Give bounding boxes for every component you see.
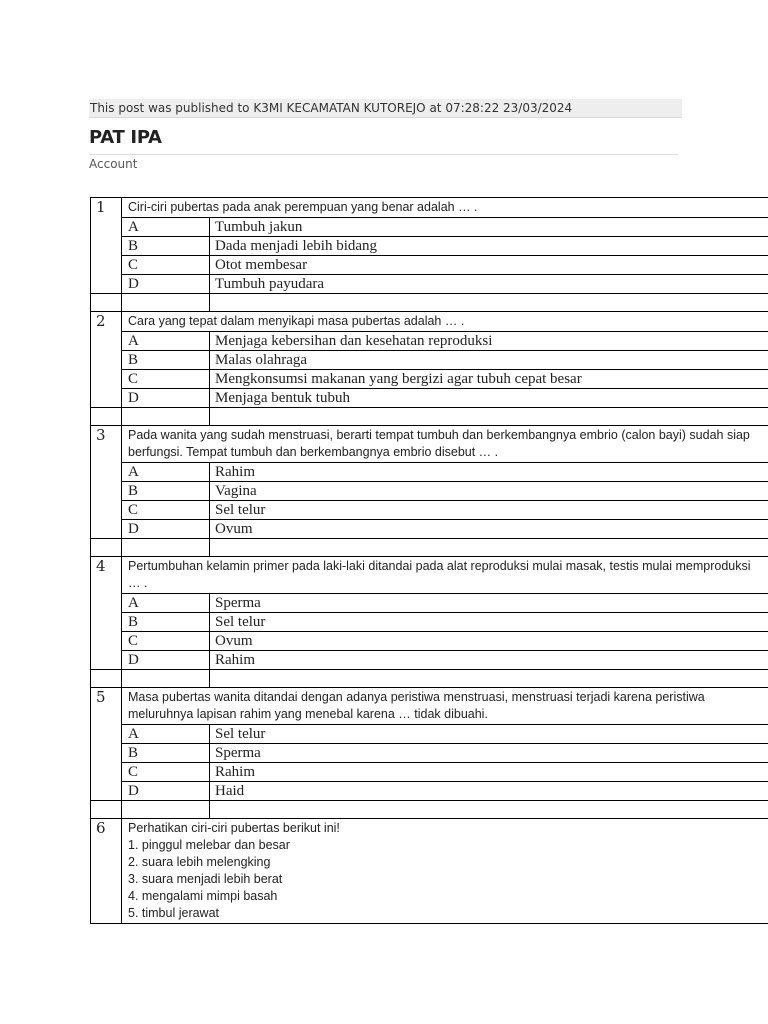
spacer-cell <box>122 670 210 688</box>
option-text: Tumbuh jakun <box>210 218 768 237</box>
option-row <box>91 389 768 408</box>
option-text: Rahim <box>210 651 768 670</box>
question-line: 1. pinggul melebar dan besar <box>128 838 290 852</box>
question-number: 2 <box>91 312 122 408</box>
publish-banner: This post was published to K3MI KECAMATAN KUTOREJO at 07:28:22 23/03/2024 <box>89 99 682 118</box>
question-number: 4 <box>91 557 122 670</box>
option-letter: C <box>122 501 210 520</box>
option-row <box>91 651 768 670</box>
option-row <box>91 332 768 351</box>
question-text <box>122 819 768 924</box>
option-letter: C <box>122 370 210 389</box>
question-line: meluruhnya lapisan rahim yang menebal karena … tidak dibuahi. <box>128 707 488 721</box>
question-line: 5. timbul jerawat <box>128 906 220 920</box>
option-text: Sel telur <box>210 613 768 632</box>
spacer-cell <box>91 801 122 819</box>
question-row <box>91 819 768 924</box>
option-text: Dada menjadi lebih bidang <box>210 237 768 256</box>
option-row <box>91 275 768 294</box>
question-line: Masa pubertas wanita ditandai dengan adanya peristiwa menstruasi, menstruasi terjadi karena peristiwa <box>128 690 705 704</box>
question-line: 4. mengalami mimpi basah <box>128 889 278 903</box>
option-letter: B <box>122 744 210 763</box>
option-text: Sel telur <box>210 725 768 744</box>
option-text: Haid <box>210 782 768 801</box>
option-row <box>91 613 768 632</box>
option-text: Menjaga kebersihan dan kesehatan reproduksi <box>210 332 768 351</box>
option-row <box>91 520 768 539</box>
option-row <box>91 370 768 389</box>
question-line: Perhatikan ciri-ciri pubertas berikut ini! <box>128 821 340 835</box>
question-line: Ciri-ciri pubertas pada anak perempuan yang benar adalah … . <box>128 200 478 214</box>
option-row <box>91 744 768 763</box>
quiz-table <box>90 197 768 924</box>
question-row <box>91 557 768 594</box>
option-letter: B <box>122 351 210 370</box>
option-row <box>91 218 768 237</box>
option-row <box>91 763 768 782</box>
spacer-row <box>91 294 768 312</box>
question-line: Cara yang tepat dalam menyikapi masa pubertas adalah … . <box>128 314 465 328</box>
option-row <box>91 482 768 501</box>
option-text: Menjaga bentuk tubuh <box>210 389 768 408</box>
question-text <box>122 312 768 332</box>
option-text: Tumbuh payudara <box>210 275 768 294</box>
question-number: 5 <box>91 688 122 801</box>
spacer-row <box>91 408 768 426</box>
spacer-cell <box>91 294 122 312</box>
option-row <box>91 632 768 651</box>
option-letter: B <box>122 613 210 632</box>
question-text <box>122 426 768 463</box>
question-line: Pada wanita yang sudah menstruasi, berarti tempat tumbuh dan berkembangnya embrio (calon bayi) sudah siap <box>128 428 750 442</box>
spacer-row <box>91 539 768 557</box>
spacer-cell <box>91 539 122 557</box>
option-letter: B <box>122 482 210 501</box>
option-text: Ovum <box>210 520 768 539</box>
question-number: 1 <box>91 198 122 294</box>
spacer-cell <box>122 408 210 426</box>
option-row <box>91 351 768 370</box>
question-row <box>91 688 768 725</box>
option-row <box>91 594 768 613</box>
option-letter: D <box>122 782 210 801</box>
spacer-cell <box>210 801 768 819</box>
question-line: … . <box>128 576 148 590</box>
option-text: Vagina <box>210 482 768 501</box>
spacer-cell <box>210 539 768 557</box>
spacer-row <box>91 670 768 688</box>
question-row <box>91 426 768 463</box>
option-text: Ovum <box>210 632 768 651</box>
option-letter: A <box>122 332 210 351</box>
spacer-cell <box>210 294 768 312</box>
question-line: 3. suara menjadi lebih berat <box>128 872 283 886</box>
question-line: berfungsi. Tempat tumbuh dan berkembangnya embrio disebut … . <box>128 445 499 459</box>
option-text: Malas olahraga <box>210 351 768 370</box>
spacer-cell <box>91 408 122 426</box>
question-text <box>122 198 768 218</box>
question-line: Pertumbuhan kelamin primer pada laki-laki ditandai pada alat reproduksi mulai masak, testis mulai memproduksi <box>128 559 751 573</box>
option-letter: D <box>122 651 210 670</box>
spacer-cell <box>122 801 210 819</box>
option-letter: A <box>122 725 210 744</box>
option-letter: D <box>122 520 210 539</box>
account-label: Account <box>89 157 138 171</box>
option-row <box>91 463 768 482</box>
option-letter: C <box>122 632 210 651</box>
option-text: Mengkonsumsi makanan yang bergizi agar tubuh cepat besar <box>210 370 768 389</box>
option-text: Sel telur <box>210 501 768 520</box>
question-row <box>91 198 768 218</box>
spacer-cell <box>91 670 122 688</box>
option-row <box>91 725 768 744</box>
option-letter: B <box>122 237 210 256</box>
option-row <box>91 782 768 801</box>
question-number: 6 <box>91 819 122 924</box>
question-text <box>122 557 768 594</box>
spacer-cell <box>210 408 768 426</box>
spacer-cell <box>122 539 210 557</box>
question-row <box>91 312 768 332</box>
option-text: Otot membesar <box>210 256 768 275</box>
option-letter: C <box>122 763 210 782</box>
option-letter: C <box>122 256 210 275</box>
spacer-cell <box>122 294 210 312</box>
option-letter: A <box>122 594 210 613</box>
option-letter: A <box>122 218 210 237</box>
spacer-row <box>91 801 768 819</box>
option-letter: D <box>122 275 210 294</box>
option-text: Sperma <box>210 744 768 763</box>
option-letter: A <box>122 463 210 482</box>
option-row <box>91 256 768 275</box>
option-row <box>91 237 768 256</box>
question-line: 2. suara lebih melengking <box>128 855 271 869</box>
option-letter: D <box>122 389 210 408</box>
page-title: PAT IPA <box>89 127 162 148</box>
title-divider <box>89 154 678 155</box>
option-text: Sperma <box>210 594 768 613</box>
question-number: 3 <box>91 426 122 539</box>
question-text <box>122 688 768 725</box>
option-text: Rahim <box>210 463 768 482</box>
option-row <box>91 501 768 520</box>
option-text: Rahim <box>210 763 768 782</box>
spacer-cell <box>210 670 768 688</box>
